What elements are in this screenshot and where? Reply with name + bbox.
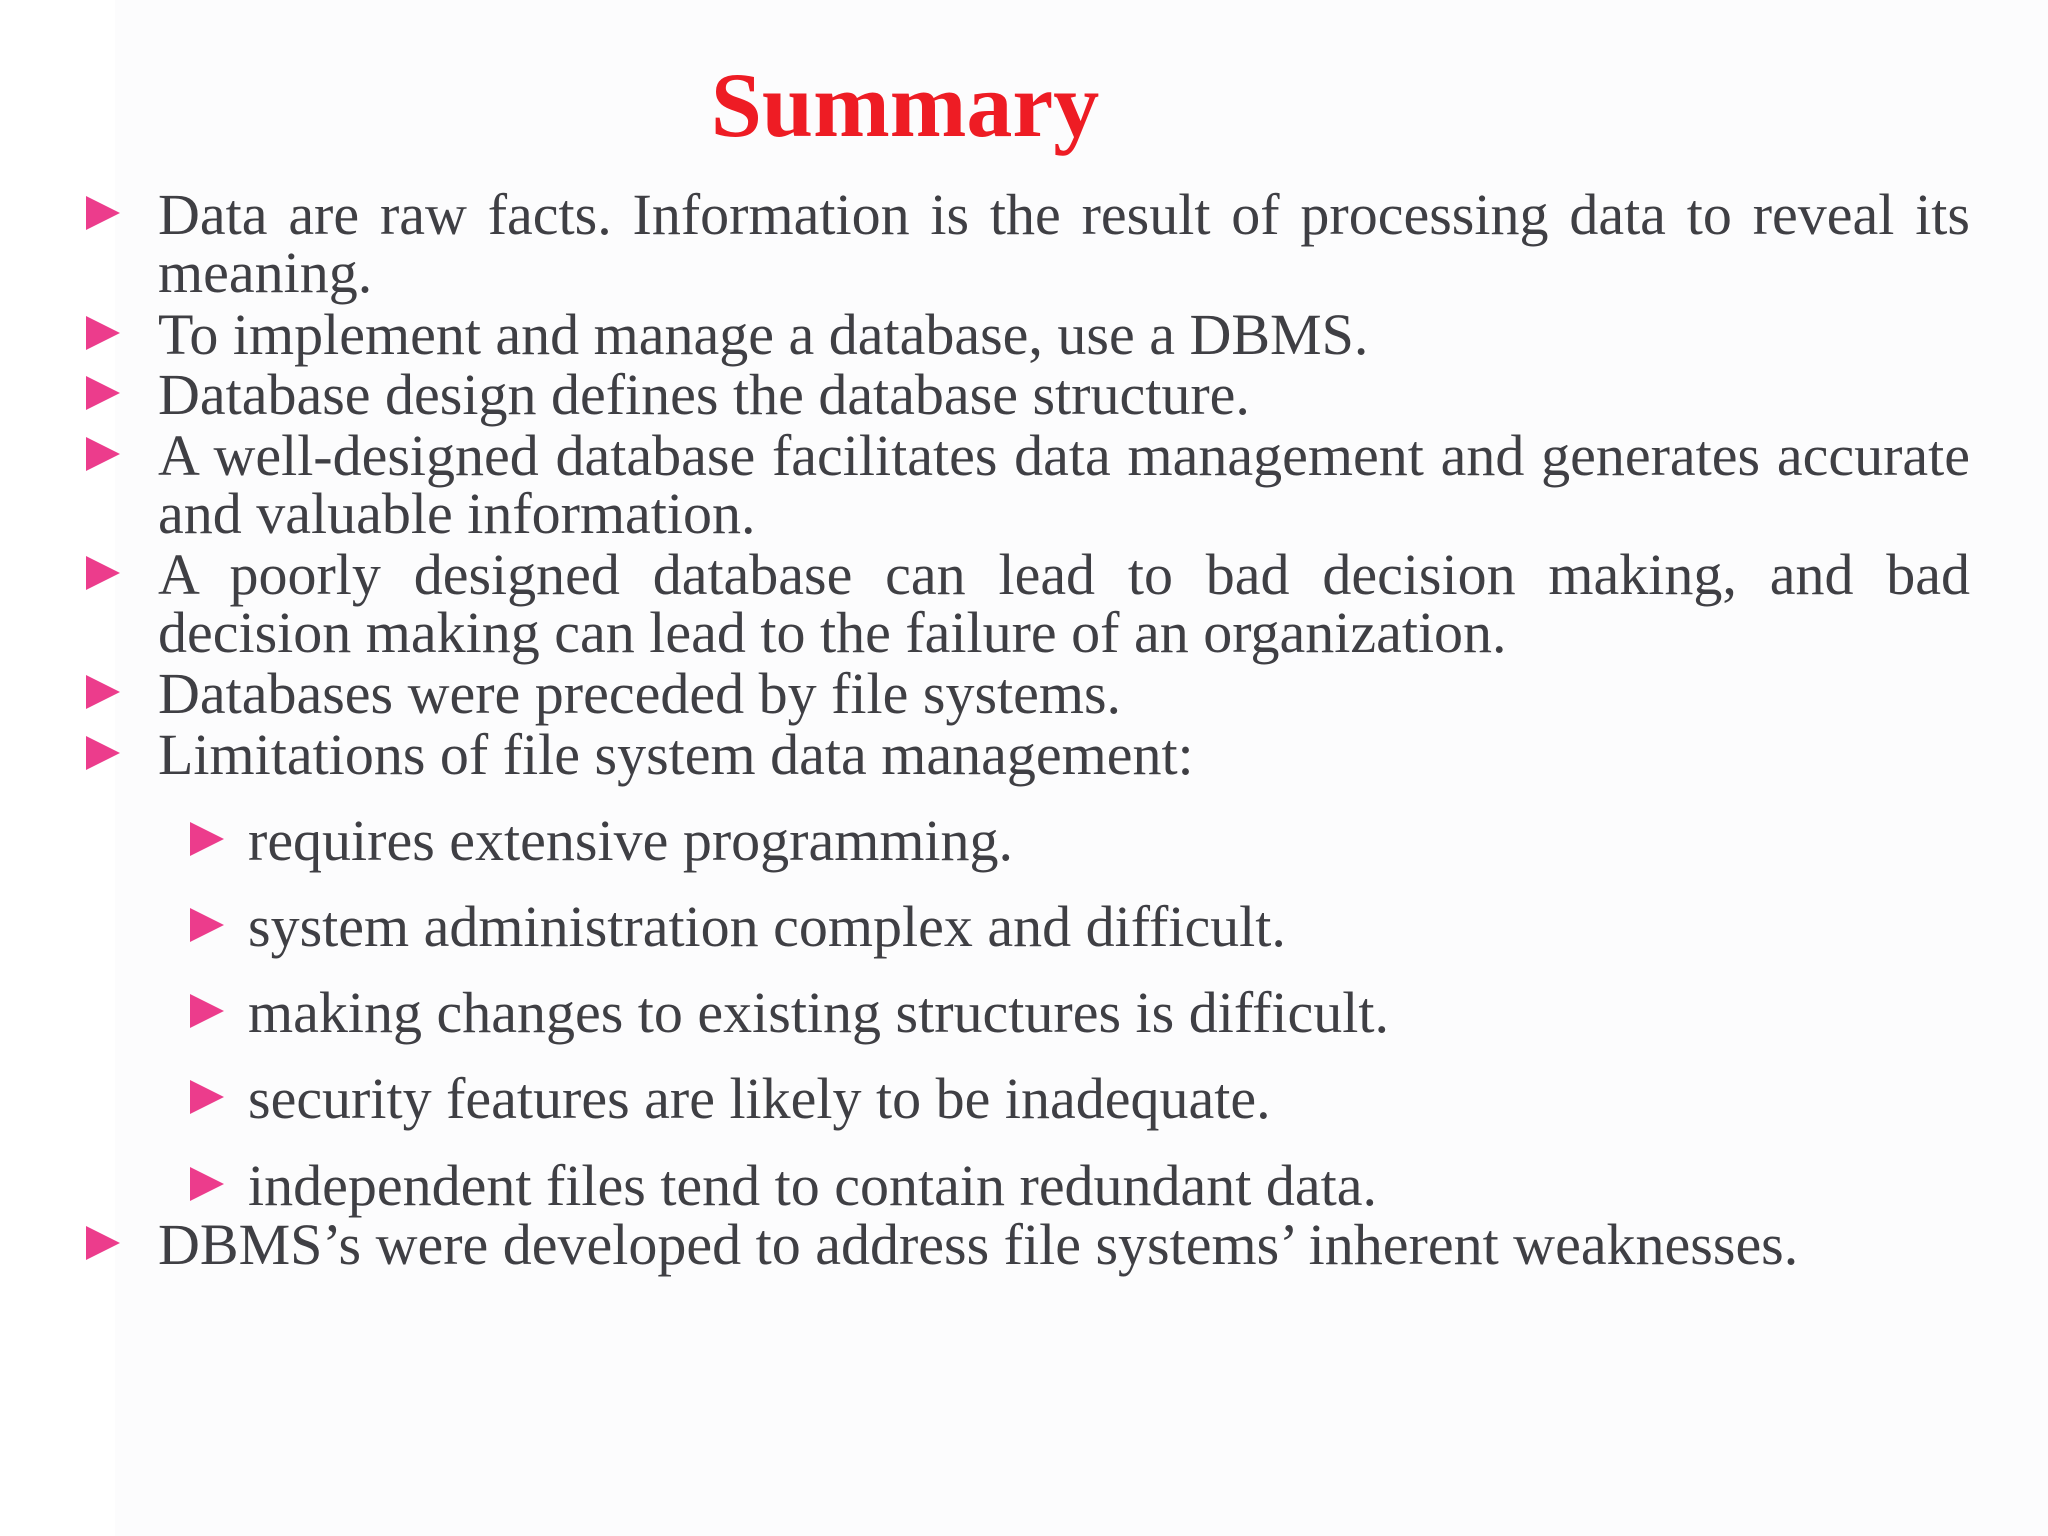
pink-triangle-bullet-icon xyxy=(86,196,120,230)
list-item xyxy=(158,542,1970,665)
pink-triangle-bullet-icon xyxy=(86,376,120,410)
pink-triangle-bullet-icon xyxy=(190,994,224,1028)
pink-triangle-bullet-icon xyxy=(86,437,120,471)
list-item xyxy=(158,182,1970,305)
sub-list-item xyxy=(248,894,1968,959)
list-item-text: Databases were preceded by file systems. xyxy=(158,661,1122,726)
pink-triangle-bullet-icon xyxy=(190,1080,224,1114)
pink-triangle-bullet-icon xyxy=(86,316,120,350)
list-item-text: A poorly designed database can lead to bad decision making, and bad decision making can lead to the failure of an organization. xyxy=(158,542,1970,665)
list-item xyxy=(158,661,1970,726)
pink-triangle-bullet-icon xyxy=(86,1226,120,1260)
list-item-text: A well-designed database facilitates data management and generates accurate and valuable information. xyxy=(158,423,1970,546)
list-item-text: To implement and manage a database, use a DBMS. xyxy=(158,302,1369,367)
pink-triangle-bullet-icon xyxy=(190,1167,224,1201)
list-item-text: DBMS’s were developed to address file systems’ inherent weaknesses. xyxy=(158,1212,1799,1277)
list-item xyxy=(158,423,1970,546)
pink-triangle-bullet-icon xyxy=(86,675,120,709)
slide-title: Summary xyxy=(710,54,1100,156)
sub-list-item-text: making changes to existing structures is difficult. xyxy=(248,980,1389,1045)
list-item-text: Data are raw facts. Information is the result of processing data to reveal its meaning. xyxy=(158,182,1970,305)
list-item xyxy=(158,722,1970,787)
pink-triangle-bullet-icon xyxy=(86,736,120,770)
pink-triangle-bullet-icon xyxy=(86,556,120,590)
list-item xyxy=(158,302,1970,367)
sub-list-item-text: security features are likely to be inadequate. xyxy=(248,1066,1271,1131)
list-item-text: Database design defines the database structure. xyxy=(158,362,1250,427)
sub-list-item xyxy=(248,980,1968,1045)
pink-triangle-bullet-icon xyxy=(190,908,224,942)
sub-list-item xyxy=(248,808,1968,873)
list-item xyxy=(158,1212,1970,1277)
sub-list-item-text: system administration complex and difficult. xyxy=(248,894,1286,959)
sub-list-item xyxy=(248,1066,1968,1131)
sub-list-item-text: requires extensive programming. xyxy=(248,808,1014,873)
sub-list-item-text: independent files tend to contain redundant data. xyxy=(248,1153,1378,1218)
sub-list-item xyxy=(248,1153,1968,1218)
list-item-text: Limitations of file system data management: xyxy=(158,722,1194,787)
pink-triangle-bullet-icon xyxy=(190,822,224,856)
list-item xyxy=(158,362,1970,427)
